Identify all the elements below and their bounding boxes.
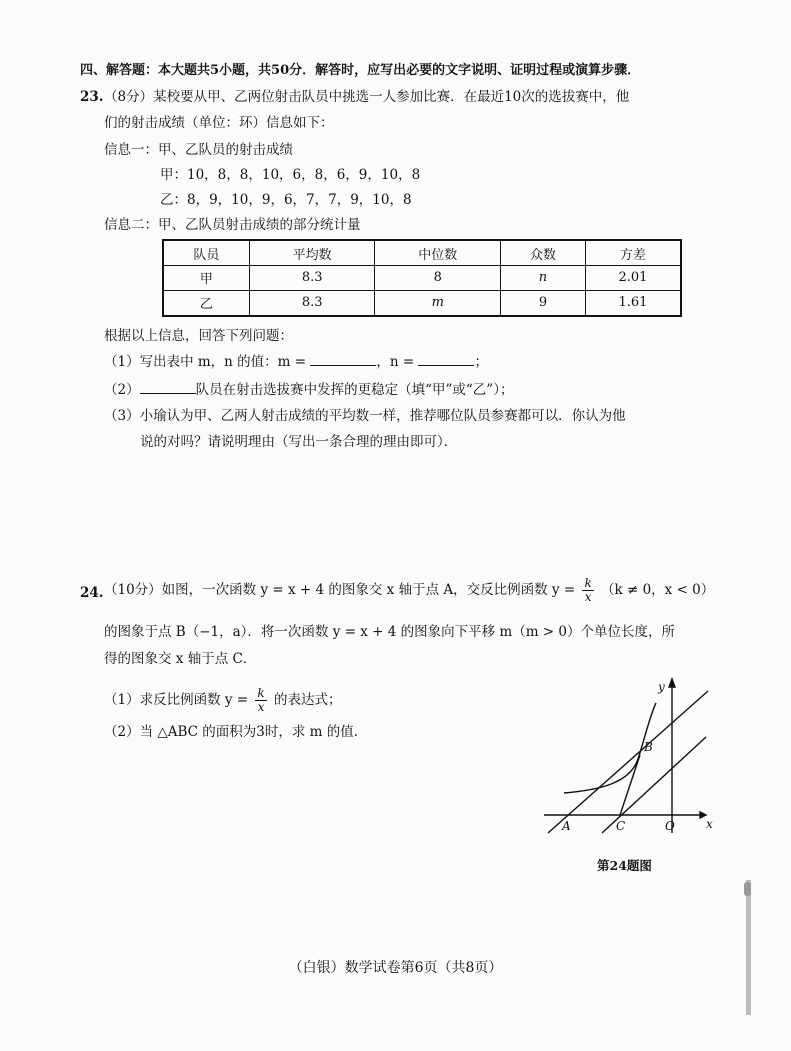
table-header-cell: 中位数 — [375, 240, 501, 266]
q23-part1-text-b: ，n = — [376, 354, 415, 370]
q23-prompt: 根据以上信息，回答下列问题： — [104, 328, 293, 344]
fraction-numerator: k — [257, 686, 265, 700]
fraction-denominator: x — [584, 590, 592, 604]
q23-part2-text-b: 队员在射击选拔赛中发挥的更稳定（填“甲”或“乙”）； — [195, 382, 514, 398]
label-b: B — [644, 740, 653, 754]
q24-line3: 得的图象交 x 轴于点 C． — [104, 651, 257, 667]
q23-number: 23. — [80, 89, 104, 105]
q23-part2-text-a: （2） — [104, 382, 140, 398]
table-header-cell: 众数 — [501, 240, 586, 266]
function-graph-figure — [540, 675, 720, 835]
label-c: C — [616, 819, 626, 833]
fraction-k-over-x — [582, 577, 593, 604]
q24-part1 — [104, 686, 342, 714]
fraction-denominator: x — [257, 700, 265, 714]
q23-part1-text-a: （1）写出表中 m，n 的值：m = — [104, 354, 307, 370]
q23-line1: （8分）某校要从甲、乙两位射击队员中挑选一人参加比赛．在最近10次的选拔赛中，他 — [104, 89, 630, 105]
label-a: A — [562, 819, 571, 833]
fraction-k-over-x — [255, 687, 266, 714]
segment-bc — [620, 755, 640, 815]
q24-line1-text-a: （10分）如图，一次函数 y = x + 4 的图象交 x 轴于点 A，交反比例函数 y = — [104, 582, 576, 598]
q24-number: 24. — [80, 585, 104, 601]
label-y: y — [658, 680, 665, 694]
hyperbola-curve — [564, 703, 656, 793]
table-cell: 2.01 — [585, 266, 681, 291]
table-header-cell: 方差 — [585, 240, 681, 266]
q24-part1-text-a: （1）求反比例函数 y = — [104, 692, 249, 708]
figure-caption: 第24题图 — [597, 858, 652, 873]
q23-yi-scores: 乙：8，9，10，9，6，7，7，9，10，8 — [160, 192, 412, 208]
table-row — [163, 266, 681, 291]
line-y-equals-x-plus-4 — [548, 691, 708, 833]
table-cell: 8 — [375, 266, 501, 291]
q23-jia-scores: 甲：10，8，8，10，6，8，6，9，10，8 — [160, 167, 421, 183]
table-cell: 8.3 — [249, 266, 375, 291]
q23-part3-line2: 说的对吗？请说明理由（写出一条合理的理由即可）． — [140, 434, 458, 450]
label-x: x — [706, 817, 713, 831]
q23-part2 — [104, 381, 513, 399]
label-o: O — [665, 819, 675, 833]
q23-part1 — [104, 353, 488, 371]
fraction-numerator: k — [584, 576, 592, 590]
table-cell: 乙 — [163, 290, 249, 316]
stats-table — [162, 239, 682, 317]
y-axis-arrow — [669, 679, 675, 687]
table-cell: 8.3 — [249, 290, 375, 316]
q24-part1-text-b: 的表达式； — [274, 692, 342, 708]
table-cell: m — [375, 290, 501, 316]
section-heading: 四、解答题：本大题共5小题，共50分．解答时，应写出必要的文字说明、证明过程或演算步骤． — [80, 63, 641, 78]
q24-part2: （2）当 △ABC 的面积为3时，求 m 的值． — [104, 724, 368, 740]
answer-blank-player[interactable] — [140, 381, 196, 394]
page-footer: （白银）数学试卷第6页（共8页） — [288, 960, 503, 976]
answer-blank-n[interactable] — [418, 353, 474, 366]
table-header-row — [163, 240, 681, 266]
q23-part1-text-c: ； — [474, 354, 488, 370]
table-cell: 1.61 — [585, 290, 681, 316]
answer-blank-m[interactable] — [310, 353, 376, 366]
table-cell: 甲 — [163, 266, 249, 291]
q24-line1 — [104, 576, 714, 604]
table-header-cell: 队员 — [163, 240, 249, 266]
q24-line1-text-b: （k ≠ 0，x < 0） — [601, 582, 715, 598]
table-row — [163, 290, 681, 316]
table-cell: 9 — [501, 290, 586, 316]
q24-line2: 的图象于点 B（−1，a）．将一次函数 y = x + 4 的图象向下平移 m（m > 0）个单位长度，所 — [104, 624, 675, 640]
table-cell: n — [501, 266, 586, 291]
q23-line2: 们的射击成绩（单位：环）信息如下： — [104, 115, 334, 131]
table-header-cell: 平均数 — [249, 240, 375, 266]
scan-edge-tab — [744, 882, 751, 896]
q23-info1-title: 信息一：甲、乙队员的射击成绩 — [104, 142, 293, 158]
q23-info2-title: 信息二：甲、乙队员射击成绩的部分统计量 — [104, 217, 361, 233]
scan-edge-mark — [744, 880, 753, 1015]
scan-edge-bar — [746, 880, 751, 1015]
q23-part3-line1: （3）小瑜认为甲、乙两人射击成绩的平均数一样，推荐哪位队员参赛都可以．你认为他 — [104, 408, 626, 424]
